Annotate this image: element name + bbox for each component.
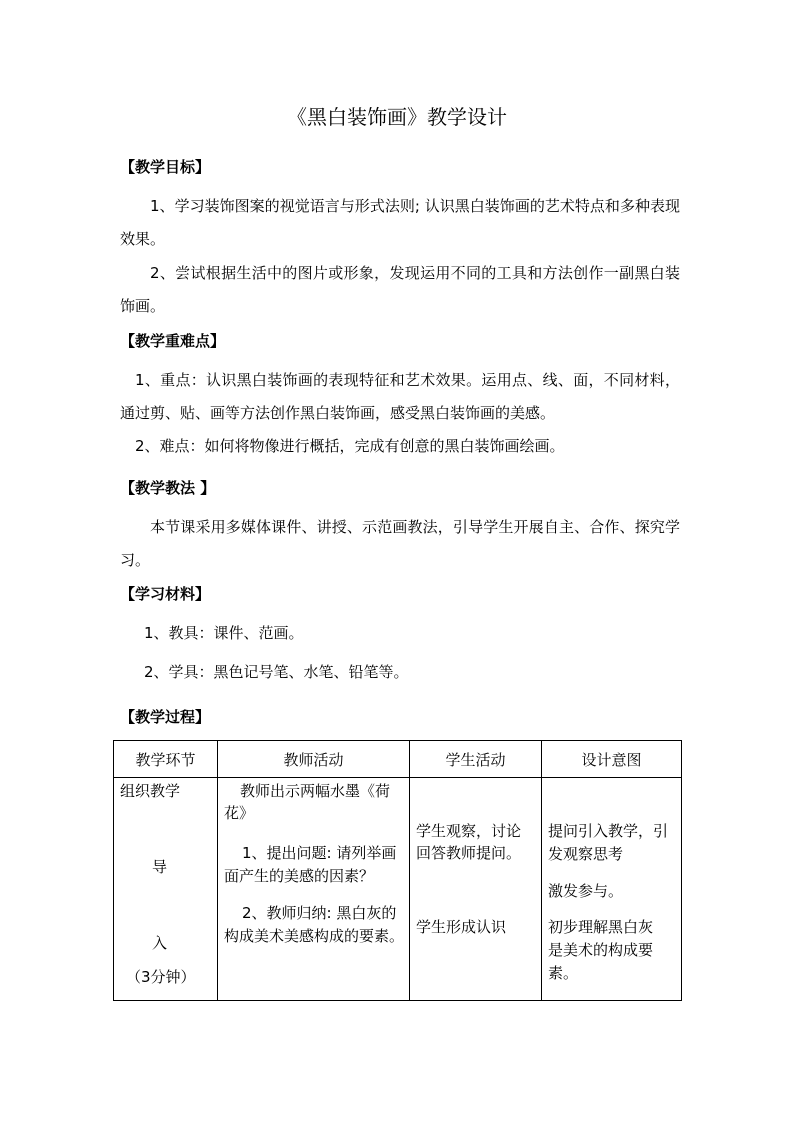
materials-item-1: 1、教具：课件、范画。 <box>144 624 304 642</box>
teacher-line: 构成美术美感构成的要素。 <box>224 927 405 945</box>
intent-line: 是美术的构成要 <box>548 941 654 959</box>
intent-line: 素。 <box>548 964 579 982</box>
teacher-activity-cell <box>218 778 410 1001</box>
student-line: 回答教师提问。 <box>416 844 522 862</box>
stage-cell <box>114 778 218 1001</box>
column-header: 教师活动 <box>218 741 410 778</box>
intent-line: 初步理解黑白灰 <box>548 918 654 936</box>
student-activity-cell <box>410 778 542 1001</box>
column-header: 学生活动 <box>410 741 542 778</box>
goal-item-1: 1、学习装饰图案的视觉语言与形式法则; 认识黑白装饰画的艺术特点和多种表现效果。 <box>120 197 680 248</box>
methods-text: 本节课采用多媒体课件、讲授、示范画教法，引导学生开展自主、合作、探究学习。 <box>120 518 680 569</box>
stage-char: 导 <box>152 858 168 876</box>
teacher-line: 面产生的美感的因素？ <box>224 867 375 885</box>
design-intent-cell <box>542 778 682 1001</box>
column-header: 教学环节 <box>114 741 218 778</box>
teacher-line: 教师出示两幅水墨《荷 <box>240 782 391 800</box>
stage-char: 入 <box>152 934 168 952</box>
column-header: 设计意图 <box>542 741 682 778</box>
intent-line: 发观察思考 <box>548 845 624 863</box>
stage-name: 组织教学 <box>120 782 181 800</box>
heading-process: 【教学过程】 <box>120 708 211 726</box>
document-title: 《黑白装饰画》教学设计 <box>287 105 507 129</box>
heading-methods: 【教学教法 】 <box>120 479 216 497</box>
key-point-item-1: 1、重点：认识黑白装饰画的表现特征和艺术效果。运用点、线、面，不同材料，通过剪、贴、画等方法创作黑白装饰画，感受黑白装饰画的美感。 <box>120 371 680 422</box>
table-row <box>114 778 682 1001</box>
goal-item-2: 2、尝试根据生活中的图片或形象，发现运用不同的工具和方法创作一副黑白装饰画。 <box>120 264 680 315</box>
intent-line: 激发参与。 <box>548 882 624 900</box>
key-point-item-2: 2、难点：如何将物像进行概括，完成有创意的黑白装饰画绘画。 <box>135 437 565 455</box>
process-table <box>113 740 682 1001</box>
stage-time: （3分钟） <box>126 968 196 986</box>
intent-line: 提问引入教学，引 <box>548 822 669 840</box>
heading-goals: 【教学目标】 <box>120 158 211 176</box>
teacher-line: 花》 <box>224 804 255 822</box>
heading-key-points: 【教学重难点】 <box>120 332 226 350</box>
student-line: 学生观察，讨论 <box>416 822 522 840</box>
teacher-line: 2、教师归纳: 黑白灰的 <box>242 904 397 922</box>
teacher-line: 1、提出问题: 请列举画 <box>242 844 397 862</box>
heading-materials: 【学习材料】 <box>120 585 211 603</box>
table-header-row <box>114 741 682 778</box>
student-line: 学生形成认识 <box>416 918 507 936</box>
materials-item-2: 2、学具：黑色记号笔、水笔、铅笔等。 <box>144 663 409 681</box>
